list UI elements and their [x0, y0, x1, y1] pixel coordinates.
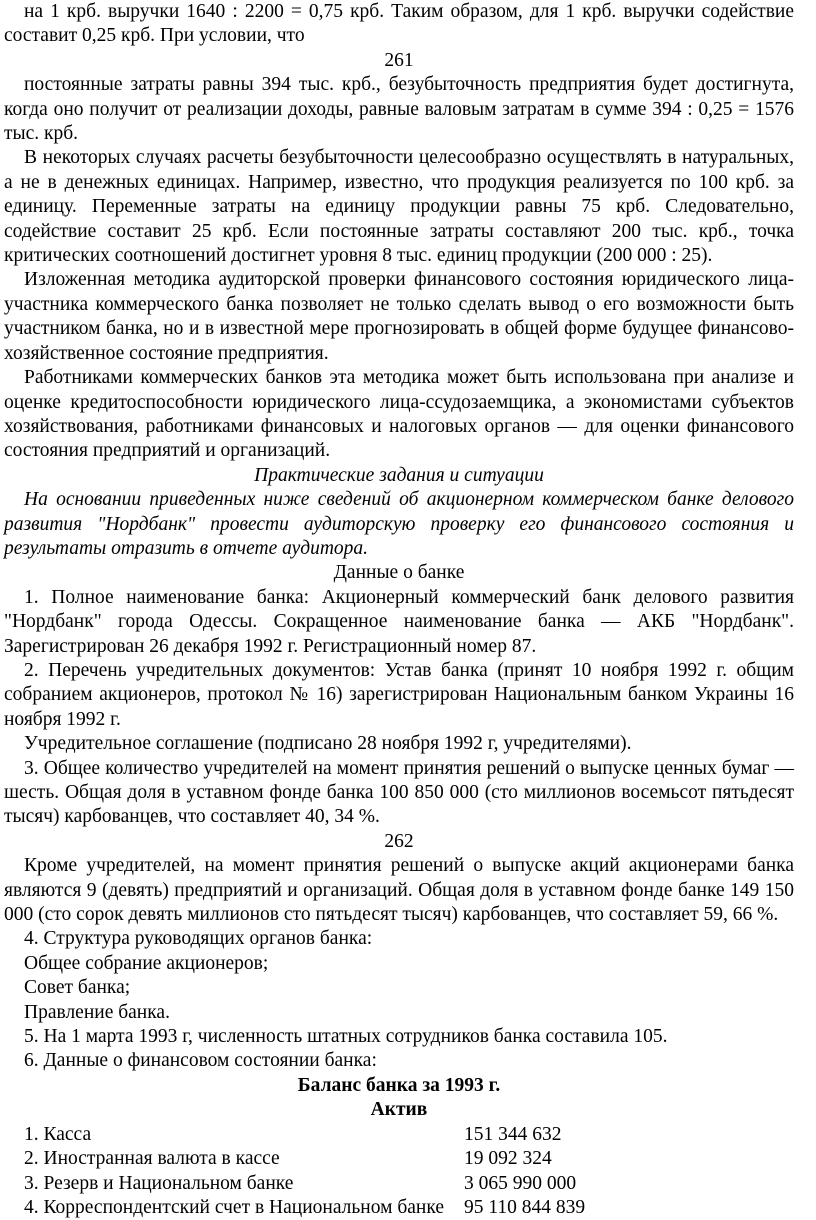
balance-item-name: 1. Касса	[24, 1123, 92, 1145]
paragraph: 5. На 1 марта 1993 г, численность штатных сотрудников банка составила 105.	[24, 1026, 668, 1048]
task-paragraph: На основании приведенных ниже сведений об акционерном коммерческом банке делового развития "Нордбанк" провести аудиторскую проверку его финансового состояния и результаты отразить в отчете аудитора.	[4, 489, 794, 559]
balance-item-value: 95 110 844 839	[464, 1196, 586, 1218]
balance-item-value: 19 092 324	[464, 1148, 552, 1170]
paragraph: В некоторых случаях расчеты безубыточности целесообразно осуществлять в натуральных, а не в денежных единицах. Например, известно, что продукция реализуется по 100 крб. за единицу. Переменные затраты на единицу продукции равны 75 крб. Следовательно, содействие составит 25 крб. Если постоянные затраты составляют 200 тыс. крб., точка критических соотношений достигнет уровня 8 тыс. единиц продукции (200 000 : 25).	[4, 147, 794, 267]
paragraph: Общее собрание акционеров;	[24, 952, 269, 974]
section-heading: Данные о банке	[333, 562, 465, 584]
balance-item-name: 2. Иностранная валюта в кассе	[24, 1148, 280, 1170]
balance-row	[4, 1123, 794, 1147]
balance-row	[4, 1147, 794, 1171]
document-body	[4, 0, 794, 1123]
paragraph: Совет банка;	[24, 977, 131, 999]
balance-item-name: 3. Резерв и Национальном банке	[24, 1172, 294, 1194]
paragraph: 1. Полное наименование банка: Акционерный коммерческий банк делового развития "Нордбанк" города Одессы. Сокращенное наименование банка — АКБ "Нордбанк". Зарегистрирован 26 декабря 1992 г. Регистрационный номер 87.	[4, 586, 794, 657]
paragraph: Учредительное соглашение (подписано 28 ноября 1992 г, учредителями).	[24, 733, 632, 755]
paragraph: 3. Общее количество учредителей на момент принятия решений о выпуске ценных бумаг — шесть. Общая доля в уставном фонде банка 100 850 000 (сто миллионов восемьсот пятьдесят тысяч) карбованцев, что составляет 40, 34 %.	[4, 757, 794, 828]
paragraph: 6. Данные о финансовом состоянии банка:	[24, 1050, 377, 1072]
balance-row	[4, 1196, 794, 1220]
table-heading: Актив	[370, 1099, 428, 1121]
paragraph: Изложенная методика аудиторской проверки финансового состояния юридического лица-участника коммерческого банка позволяет не только сделать вывод о его возможности быть участником банка, но и в известной мере прогнозировать в общей форме будущее финансово-хозяйственное состояние предприятия.	[4, 269, 794, 364]
paragraph: Правление банка.	[24, 1001, 170, 1023]
paragraph: Кроме учредителей, на момент принятия решений о выпуске акций акционерами банка являются 9 (девять) предприятий и организаций. Общая доля в уставном фонде банке 149 150 000 (сто сорок девять миллионов сто пятьдесят тысяч) карбованцев, что составляет 59, 66 %.	[4, 855, 794, 926]
paragraph: Работниками коммерческих банков эта методика может быть использована при анализе и оценке кредитоспособности юридического лица-ссудозаемщика, а экономистами субъектов хозяйствования, работниками финансовых и налоговых органов — для оценки финансового состояния предприятий и организаций.	[4, 367, 794, 462]
table-heading: Баланс банка за 1993 г.	[297, 1074, 501, 1096]
paragraph: 4. Структура руководящих органов банка:	[24, 928, 373, 950]
paragraph: 2. Перечень учредительных документов: Устав банка (принят 10 ноября 1992 г. общим собранием акционеров, протокол № 16) зарегистрирован Национальным банком Украины 16 ноября 1992 г.	[4, 659, 794, 730]
balance-item-value: 3 065 990 000	[464, 1172, 577, 1194]
paragraph: постоянные затраты равны 394 тыс. крб., безубыточность предприятия будет достигнута, когда оно получит от реализации доходы, равные валовым затратам в сумме 394 : 0,25 = 1576 тыс. крб.	[4, 74, 794, 145]
balance-row	[4, 1172, 794, 1196]
balance-table	[4, 1123, 794, 1220]
page-number: 261	[384, 49, 414, 71]
section-heading: Практические задания и ситуации	[254, 464, 544, 486]
balance-item-value: 151 344 632	[464, 1123, 562, 1145]
balance-item-name: 4. Корреспондентский счет в Национальном банке	[24, 1196, 444, 1218]
paragraph: на 1 крб. выручки 1640 : 2200 = 0,75 крб. Таким образом, для 1 крб. выручки содействие составит 0,25 крб. При условии, что	[4, 1, 794, 47]
page-number: 262	[384, 830, 414, 852]
